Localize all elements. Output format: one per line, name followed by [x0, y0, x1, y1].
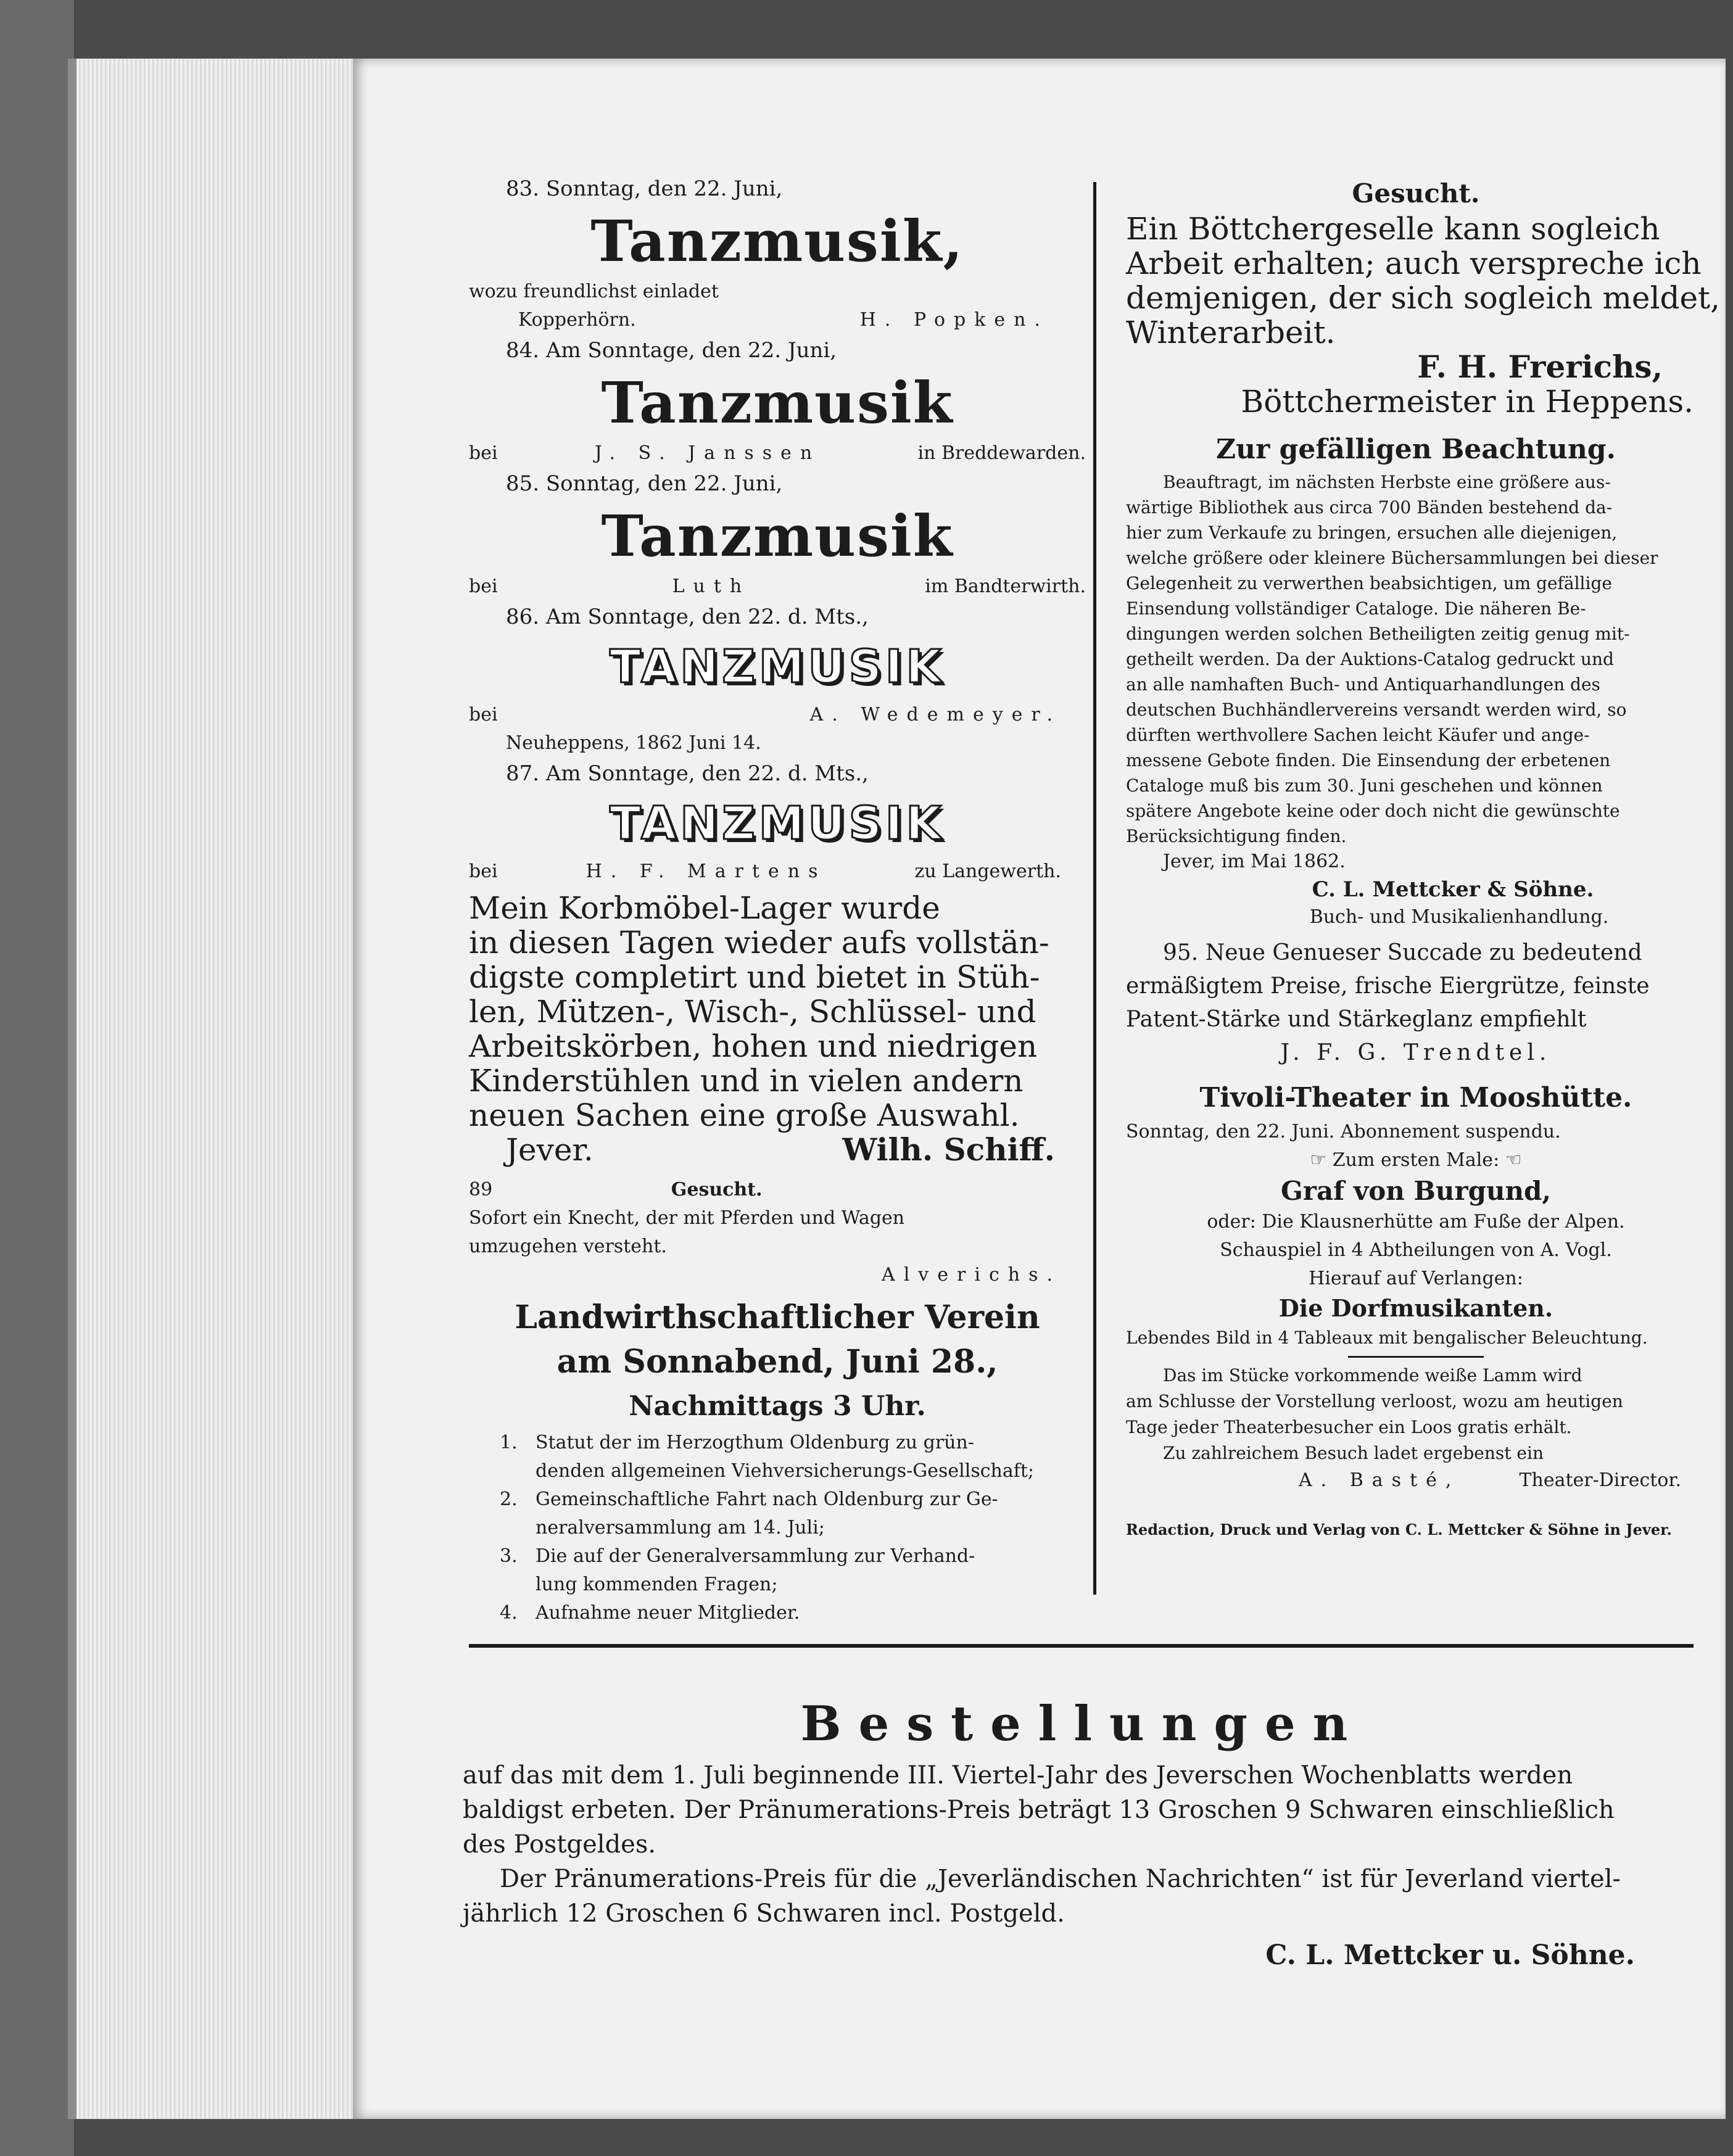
bestellungen-notice — [463, 1690, 1703, 1980]
ad-95-name: J. F. G. Trendtel. — [1280, 1040, 1552, 1065]
tivoli-play: Graf von Burgund, — [1280, 1176, 1552, 1206]
ad-83-title: Tanzmusik, — [590, 208, 964, 275]
agenda-text: neralversammlung am 14. Juli; — [536, 1517, 825, 1539]
ad-83 — [469, 173, 1086, 334]
beachtung-line: getheilt werden. Da der Auktions-Catalog gedruckt und — [1126, 649, 1614, 669]
korb-line: Kinderstühlen und in vielen andern — [469, 1063, 1024, 1099]
beachtung-line: spätere Angebote keine oder doch nicht die gewünschte — [1126, 801, 1620, 821]
ad-83-line: wozu freundlichst einladet — [469, 281, 719, 302]
section-divider — [469, 1644, 1694, 1648]
ad-89-line: umzugehen versteht. — [469, 1236, 667, 1257]
agenda-text: Aufnahme neuer Mitglieder. — [536, 1602, 800, 1624]
ad-85-place: im Bandterwirth. — [925, 576, 1086, 597]
ad-85-name: Luth — [672, 576, 751, 597]
gesucht-name: F. H. Frerichs, — [1417, 349, 1663, 385]
ad-86-bei: bei — [469, 704, 498, 725]
verein-title: Landwirthschaftlicher Verein — [515, 1299, 1040, 1336]
korb-line: len, Mützen-, Wisch-, Schlüssel- und — [469, 994, 1036, 1030]
book-cover — [0, 0, 74, 2156]
bestellungen-line: baldigst erbeten. Der Pränumerations-Preis beträgt 13 Groschen 9 Schwaren einschließlich — [463, 1796, 1615, 1824]
ad-84-title: Tanzmusik — [601, 370, 954, 436]
ad-95-line: ermäßigtem Preise, frische Eiergrütze, feinste — [1126, 973, 1650, 999]
gesucht-role: Böttchermeister in Heppens. — [1241, 384, 1694, 419]
imprint: Redaction, Druck und Verlag von C. L. Mettcker & Söhne in Jever. — [1126, 1521, 1672, 1539]
tivoli-author: Schauspiel in 4 Abtheilungen von A. Vogl. — [1220, 1239, 1612, 1261]
agenda-item — [500, 1485, 1086, 1542]
ad-87 — [469, 758, 1086, 886]
agenda-text: Die auf der Generalversammlung zur Verhand- — [536, 1545, 975, 1567]
tivoli-ad — [1126, 1078, 1706, 1495]
tivoli-first: ☞ Zum ersten Male: ☜ — [1310, 1149, 1522, 1171]
ad-87-head: 87. Am Sonntage, den 22. d. Mts., — [506, 761, 869, 786]
ad-89 — [469, 1176, 1086, 1289]
beachtung-line: Beauftragt, im nächsten Herbste eine größere aus- — [1163, 472, 1611, 492]
beachtung-date: Jever, im Mai 1862. — [1163, 851, 1346, 872]
beachtung-line: an alle namhaften Buch- und Antiquarhandlungen des — [1126, 674, 1600, 695]
tivoli-rule — [1348, 1356, 1484, 1358]
beachtung-line: dingungen werden solchen Betheiligten zeitig genug mit- — [1126, 624, 1630, 644]
gesucht-line: Ein Böttchergeselle kann sogleich — [1126, 211, 1660, 247]
agenda-number: 4. — [500, 1602, 518, 1624]
ad-95-line: 95. Neue Genueser Succade zu bedeutend — [1163, 940, 1642, 965]
ad-84-place: in Breddewarden. — [917, 442, 1086, 464]
ad-83-place: Kopperhörn. — [518, 309, 636, 331]
tivoli-sub: oder: Die Klausnerhütte am Fuße der Alpen. — [1207, 1211, 1625, 1233]
gesucht-line: Winterarbeit. — [1126, 315, 1336, 350]
ad-87-name: H. F. Martens — [585, 861, 827, 882]
tivoli-line: Sonntag, den 22. Juni. Abonnement suspendu. — [1126, 1121, 1561, 1142]
beachtung-line: Einsendung vollständiger Cataloge. Die näheren Be- — [1126, 598, 1586, 619]
ad-86 — [469, 601, 1086, 758]
left-column — [469, 173, 1086, 1627]
ad-95-line: Patent-Stärke und Stärkeglanz empfiehlt — [1126, 1007, 1587, 1032]
ad-85-bei: bei — [469, 576, 498, 597]
tivoli-second: Die Dorfmusikanten. — [1278, 1294, 1553, 1322]
beachtung-name: C. L. Mettcker & Söhne. — [1312, 877, 1594, 902]
korb-place: Jever. — [506, 1132, 594, 1168]
ad-89-name: Alverichs. — [882, 1264, 1061, 1286]
gesucht-title: Gesucht. — [1352, 178, 1480, 209]
beachtung-line: welche größere oder kleinere Büchersammlungen bei dieser — [1126, 548, 1658, 568]
agenda-item — [500, 1542, 1086, 1599]
korb-line: Mein Korbmöbel-Lager wurde — [469, 890, 940, 926]
agenda-text: denden allgemeinen Viehversicherungs-Gesellschaft; — [536, 1460, 1035, 1482]
ad-85-head: 85. Sonntag, den 22. Juni, — [506, 471, 783, 496]
korb-name: Wilh. Schiff. — [842, 1131, 1055, 1168]
ad-86-head: 86. Am Sonntage, den 22. d. Mts., — [506, 605, 869, 629]
agenda-item — [500, 1429, 1086, 1485]
ad-89-title: Gesucht. — [671, 1179, 763, 1200]
ad-87-place: zu Langewerth. — [914, 861, 1061, 882]
ad-84-name: J. S. Janssen — [594, 442, 821, 464]
ad-87-bei: bei — [469, 861, 498, 882]
beachtung-line: wärtige Bibliothek aus circa 700 Bänden bestehend da- — [1126, 497, 1613, 518]
beachtung-line: messene Gebote finden. Die Einsendung der erbetenen — [1126, 750, 1611, 770]
agenda-number: 3. — [500, 1545, 518, 1567]
beachtung-line: deutschen Buchhändlervereins versandt werden wird, so — [1126, 700, 1627, 720]
beachtung-role: Buch- und Musikalienhandlung. — [1309, 906, 1609, 928]
beachtung-line: Cataloge muß bis zum 30. Juni geschehen und können — [1126, 775, 1603, 796]
gesucht-line: Arbeit erhalten; auch verspreche ich — [1126, 246, 1702, 281]
beachtung-line: dürften werthvollere Sachen leicht Käufer und ange- — [1126, 725, 1590, 745]
ad-84 — [469, 334, 1086, 468]
verein-ad — [469, 1295, 1086, 1627]
ad-84-head: 84. Am Sonntage, den 22. Juni, — [506, 338, 837, 363]
tivoli-name: A. Basté, — [1299, 1469, 1460, 1491]
tivoli-hierauf: Hierauf auf Verlangen: — [1309, 1268, 1523, 1289]
bestellungen-signature: C. L. Mettcker u. Söhne. — [1265, 1939, 1635, 1971]
verein-date: am Sonnabend, Juni 28., — [556, 1343, 998, 1381]
tivoli-note: Das im Stücke vorkommende weiße Lamm wird — [1163, 1365, 1582, 1386]
ad-86-dateline: Neuheppens, 1862 Juni 14. — [506, 732, 761, 754]
right-column — [1126, 176, 1721, 1544]
bestellungen-line: des Postgeldes. — [463, 1830, 656, 1859]
tivoli-role: Theater-Director. — [1519, 1469, 1681, 1491]
agenda-number: 2. — [500, 1489, 518, 1510]
ad-86-name: A. Wedemeyer. — [809, 704, 1061, 725]
column-divider — [1093, 182, 1096, 1595]
verein-time: Nachmittags 3 Uhr. — [629, 1390, 926, 1422]
ad-85-title: Tanzmusik — [601, 503, 954, 569]
bestellungen-line: jährlich 12 Groschen 6 Schwaren incl. Postgeld. — [463, 1899, 1065, 1928]
bestellungen-line: Der Pränumerations-Preis für die „Jeverländischen Nachrichten“ ist für Jeverland viertel- — [500, 1865, 1621, 1893]
verein-agenda — [469, 1429, 1086, 1627]
agenda-text: lung kommenden Fragen; — [536, 1574, 778, 1595]
korb-line: neuen Sachen eine große Auswahl. — [469, 1097, 1020, 1133]
ad-84-bei: bei — [469, 442, 498, 464]
ad-89-num: 89 — [469, 1179, 493, 1200]
tivoli-note: am Schlusse der Vorstellung verloost, wozu am heutigen — [1126, 1391, 1623, 1411]
bestellungen-title: Bestellungen — [800, 1696, 1365, 1752]
ad-87-title: TANZMUSIK — [610, 797, 945, 850]
gesucht-ad — [1126, 176, 1721, 419]
bestellungen-line: auf das mit dem 1. Juli beginnende III. Viertel-Jahr des Jeverschen Wochenblatts werden — [463, 1761, 1573, 1790]
tivoli-note: Tage jeder Theaterbesucher ein Loos gratis erhält. — [1126, 1417, 1572, 1437]
agenda-text: Statut der im Herzogthum Oldenburg zu grün- — [536, 1432, 974, 1453]
beachtung-title: Zur gefälligen Beachtung. — [1216, 434, 1616, 465]
beachtung-line: hier zum Verkaufe zu bringen, ersuchen alle diejenigen, — [1126, 522, 1618, 543]
agenda-text: Gemeinschaftliche Fahrt nach Oldenburg zur Ge- — [536, 1489, 998, 1510]
agenda-number: 1. — [500, 1432, 518, 1453]
gesucht-line: demjenigen, der sich sogleich meldet, — [1126, 280, 1721, 316]
korb-line: digste completirt und bietet in Stüh- — [469, 959, 1040, 995]
korb-line: Arbeitskörben, hohen und niedrigen — [469, 1028, 1038, 1064]
tivoli-title: Tivoli-Theater in Mooshütte. — [1199, 1082, 1632, 1113]
ad-95 — [1126, 936, 1706, 1070]
ad-89-line: Sofort ein Knecht, der mit Pferden und Wagen — [469, 1207, 905, 1229]
agenda-item — [500, 1599, 1086, 1627]
ad-85 — [469, 468, 1086, 601]
beachtung-ad — [1126, 430, 1706, 930]
tivoli-tableau: Lebendes Bild in 4 Tableaux mit bengalischer Beleuchtung. — [1126, 1328, 1648, 1348]
ad-83-name: H. Popken. — [859, 309, 1049, 331]
beachtung-line: Gelegenheit zu verwerthen beabsichtigen, um gefällige — [1126, 573, 1612, 593]
beachtung-line: Berücksichtigung finden. — [1126, 826, 1347, 846]
page-edges — [68, 59, 366, 2119]
ad-86-title: TANZMUSIK — [610, 640, 945, 693]
ad-83-head: 83. Sonntag, den 22. Juni, — [506, 176, 783, 201]
korb-line: in diesen Tagen wieder aufs vollstän- — [469, 925, 1049, 960]
korb-ad — [469, 891, 1086, 1167]
tivoli-note: Zu zahlreichem Besuch ladet ergebenst ein — [1163, 1443, 1544, 1463]
